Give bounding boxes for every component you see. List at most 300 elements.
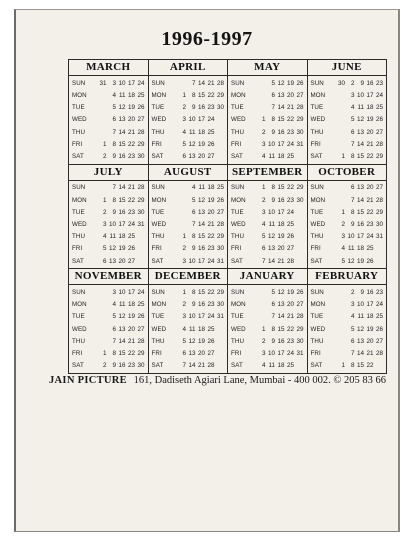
weekday-label: SUN — [72, 184, 86, 192]
date-cell: 24 — [137, 288, 145, 296]
weekday-label: MON — [310, 301, 326, 309]
date-cell: 27 — [375, 337, 383, 345]
date-cell: 23 — [375, 79, 383, 87]
date-cell: 28 — [137, 128, 145, 136]
weekday-row — [308, 299, 387, 311]
date-cell: 6 — [271, 301, 275, 309]
month-august — [149, 165, 229, 270]
date-cell: 22 — [127, 140, 135, 148]
weekday-label: SAT — [72, 257, 84, 265]
date-cell: 13 — [188, 350, 196, 358]
date-cell: 18 — [197, 128, 205, 136]
date-list — [252, 92, 307, 99]
weekday-label: FRI — [72, 140, 83, 148]
date-cell: 6 — [182, 153, 186, 161]
date-cell — [97, 289, 107, 296]
date-cell — [215, 338, 225, 345]
weekday-label: SAT — [231, 362, 243, 370]
month-name: OCTOBER — [308, 165, 387, 181]
date-cell: 14 — [356, 140, 364, 148]
date-cell — [177, 80, 187, 87]
date-cell: 28 — [375, 140, 383, 148]
date-list — [252, 362, 307, 369]
calendar-title: 1996-1997 — [161, 28, 253, 50]
date-list — [93, 258, 148, 265]
date-cell: 7 — [112, 337, 116, 345]
month-march — [69, 60, 149, 165]
weekday-label: THU — [310, 128, 324, 136]
weekday-label: TUE — [72, 208, 85, 216]
date-cell: 29 — [216, 91, 224, 99]
date-cell — [294, 362, 304, 369]
date-cell: 8 — [271, 325, 275, 333]
date-cell: 18 — [356, 245, 364, 253]
date-cell: 24 — [375, 91, 383, 99]
date-cell: 11 — [357, 313, 364, 321]
month-february — [308, 269, 388, 374]
weekday-label: FRI — [151, 140, 162, 148]
date-cell: 13 — [118, 116, 126, 124]
date-cell: 21 — [366, 350, 374, 358]
date-cell: 12 — [108, 245, 116, 253]
date-cell: 19 — [286, 288, 294, 296]
date-cell: 19 — [366, 325, 374, 333]
month-january — [228, 269, 308, 374]
date-cell: 13 — [277, 301, 285, 309]
month-days — [308, 76, 387, 164]
date-cell — [177, 221, 187, 228]
weekday-label: FRI — [310, 350, 321, 358]
weekday-label: TUE — [310, 208, 324, 216]
date-list — [93, 184, 148, 191]
date-cell: 29 — [296, 184, 304, 192]
date-list — [93, 338, 148, 345]
date-list — [173, 209, 228, 216]
date-cell: 20 — [197, 350, 205, 358]
weekday-row — [69, 77, 148, 89]
date-cell — [97, 116, 107, 123]
date-cell — [256, 301, 266, 308]
weekday-label: MON — [72, 91, 87, 99]
date-cell — [374, 362, 384, 369]
date-list — [93, 116, 148, 123]
weekday-label: SAT — [151, 153, 164, 161]
date-cell: 1 — [261, 325, 266, 333]
date-cell — [177, 197, 187, 204]
date-cell: 10 — [267, 208, 275, 216]
date-cell: 15 — [277, 325, 285, 333]
weekday-label: SAT — [151, 362, 164, 370]
date-cell: 1 — [182, 233, 186, 241]
date-cell: 9 — [360, 288, 364, 296]
weekday-label: MON — [231, 301, 246, 309]
date-cell: 3 — [341, 233, 345, 241]
date-cell: 22 — [207, 233, 215, 241]
date-list — [332, 153, 387, 160]
date-cell — [336, 104, 346, 111]
date-cell: 24 — [286, 140, 294, 148]
month-name: AUGUST — [149, 165, 228, 181]
date-list — [93, 313, 148, 320]
date-list — [332, 184, 387, 191]
date-cell: 14 — [267, 257, 275, 265]
weekday-row — [149, 219, 228, 231]
weekday-label: TUE — [310, 104, 324, 112]
date-cell: 23 — [127, 153, 135, 161]
weekday-label: WED — [151, 325, 167, 333]
date-cell: 18 — [277, 362, 285, 370]
weekday-row — [69, 90, 148, 102]
date-cell: 9 — [191, 245, 196, 253]
weekday-label: SAT — [310, 257, 323, 265]
date-cell: 28 — [286, 257, 294, 265]
date-cell: 9 — [112, 208, 116, 216]
date-cell: 4 — [350, 313, 355, 321]
date-cell: 1 — [102, 196, 107, 204]
date-cell: 6 — [191, 208, 196, 216]
date-cell — [177, 209, 187, 216]
weekday-row — [149, 323, 228, 335]
date-cell: 22 — [127, 350, 135, 358]
weekday-row — [308, 287, 387, 299]
date-cell — [336, 184, 346, 191]
date-cell — [97, 313, 107, 320]
date-list — [252, 326, 307, 333]
weekday-row — [228, 287, 307, 299]
weekday-label: TUE — [72, 104, 85, 112]
weekday-row — [308, 151, 387, 163]
month-days — [149, 285, 228, 373]
weekday-label: TUE — [310, 313, 324, 321]
date-cell: 15 — [356, 153, 364, 161]
date-list — [93, 104, 148, 111]
date-cell: 14 — [118, 184, 126, 192]
date-cell — [336, 326, 346, 333]
date-cell: 28 — [375, 196, 383, 204]
weekday-row — [149, 336, 228, 348]
weekday-label: FRI — [231, 245, 242, 253]
date-cell — [97, 301, 107, 308]
weekday-row — [308, 114, 387, 126]
date-cell: 27 — [286, 245, 294, 253]
date-cell: 23 — [127, 208, 135, 216]
date-cell: 18 — [277, 153, 285, 161]
date-cell: 12 — [356, 116, 364, 124]
date-cell: 25 — [216, 184, 224, 192]
date-cell: 26 — [137, 104, 145, 112]
date-cell — [336, 141, 346, 148]
date-list — [93, 141, 148, 148]
date-cell: 16 — [197, 301, 205, 309]
weekday-label: THU — [310, 233, 324, 241]
date-cell: 1 — [261, 116, 266, 124]
weekday-label: MON — [151, 91, 167, 99]
date-cell: 23 — [286, 337, 294, 345]
date-cell: 23 — [207, 301, 215, 309]
date-cell: 6 — [261, 245, 266, 253]
date-cell: 30 — [337, 79, 345, 87]
date-cell: 24 — [366, 233, 374, 241]
date-cell: 3 — [182, 116, 186, 124]
date-cell: 21 — [207, 220, 215, 228]
date-cell: 30 — [137, 153, 145, 161]
date-cell: 17 — [127, 288, 135, 296]
date-cell: 8 — [112, 140, 116, 148]
date-list — [252, 350, 307, 357]
date-cell: 25 — [127, 233, 135, 241]
date-cell: 28 — [296, 104, 304, 112]
date-cell: 27 — [207, 153, 215, 161]
date-cell: 7 — [182, 362, 186, 370]
weekday-row — [308, 194, 387, 206]
date-cell: 11 — [188, 325, 196, 333]
month-days — [69, 76, 148, 164]
date-cell: 21 — [127, 184, 135, 192]
weekday-label: THU — [231, 233, 245, 241]
date-cell: 10 — [267, 350, 275, 358]
date-cell: 16 — [118, 362, 126, 370]
weekday-row — [228, 231, 307, 243]
date-cell: 15 — [197, 91, 205, 99]
publisher-name: JAIN PICTURE — [49, 375, 127, 386]
weekday-label: SUN — [72, 288, 86, 296]
date-cell: 7 — [261, 257, 266, 265]
date-cell: 19 — [207, 196, 215, 204]
date-cell: 4 — [112, 91, 116, 99]
date-cell: 5 — [350, 325, 355, 333]
date-cell — [97, 326, 107, 333]
weekday-row — [149, 194, 228, 206]
weekday-row — [149, 231, 228, 243]
weekday-row — [228, 206, 307, 218]
date-list — [173, 289, 228, 296]
date-cell: 1 — [341, 153, 345, 161]
date-cell: 15 — [277, 116, 285, 124]
date-cell: 17 — [366, 91, 374, 99]
date-list — [173, 221, 228, 228]
date-cell: 1 — [182, 91, 186, 99]
date-cell: 10 — [118, 79, 126, 87]
date-cell: 20 — [366, 184, 374, 192]
weekday-label: TUE — [151, 208, 165, 216]
date-cell: 25 — [137, 91, 145, 99]
date-cell: 2 — [350, 288, 355, 296]
date-cell: 17 — [118, 220, 126, 228]
date-cell: 16 — [277, 337, 285, 345]
weekday-label: MON — [72, 196, 87, 204]
date-list — [332, 362, 387, 369]
weekday-row — [69, 243, 148, 255]
date-cell: 13 — [356, 337, 364, 345]
date-cell: 22 — [127, 196, 135, 204]
date-cell: 6 — [112, 116, 116, 124]
date-cell: 21 — [366, 196, 374, 204]
weekday-label: SUN — [151, 79, 165, 87]
date-cell: 31 — [137, 220, 145, 228]
date-cell: 31 — [99, 79, 107, 87]
weekday-row — [69, 287, 148, 299]
date-cell: 29 — [296, 116, 304, 124]
date-cell: 8 — [271, 116, 275, 124]
date-cell — [256, 80, 266, 87]
month-grid — [68, 59, 387, 374]
date-cell — [336, 301, 346, 308]
date-cell: 2 — [341, 220, 345, 228]
weekday-row — [149, 299, 228, 311]
date-cell — [294, 233, 304, 240]
date-cell: 30 — [216, 301, 224, 309]
date-cell: 8 — [191, 91, 196, 99]
date-list — [93, 209, 148, 216]
date-cell: 5 — [112, 104, 116, 112]
date-list — [173, 258, 228, 265]
weekday-row — [149, 243, 228, 255]
date-cell: 16 — [366, 79, 374, 87]
date-cell: 21 — [207, 79, 215, 87]
date-cell — [374, 245, 384, 252]
date-cell: 5 — [350, 116, 355, 124]
weekday-label: SUN — [310, 79, 324, 87]
date-cell: 4 — [182, 128, 186, 136]
month-days — [228, 76, 307, 164]
date-cell: 4 — [191, 184, 196, 192]
date-list — [173, 245, 228, 252]
date-cell: 18 — [127, 91, 135, 99]
date-cell: 23 — [207, 245, 215, 253]
weekday-row — [308, 219, 387, 231]
weekday-row — [308, 323, 387, 335]
date-cell: 28 — [375, 350, 383, 358]
date-cell: 15 — [197, 233, 205, 241]
date-cell: 1 — [341, 362, 345, 370]
date-cell — [215, 116, 225, 123]
weekday-row — [228, 77, 307, 89]
date-cell: 24 — [207, 116, 215, 124]
date-list — [252, 116, 307, 123]
date-cell: 29 — [296, 325, 304, 333]
date-cell — [336, 197, 346, 204]
date-cell: 25 — [375, 104, 383, 112]
date-cell: 3 — [102, 220, 107, 228]
date-list — [173, 233, 228, 240]
weekday-row — [69, 114, 148, 126]
date-cell: 21 — [277, 257, 285, 265]
weekday-row — [69, 336, 148, 348]
date-cell: 17 — [277, 140, 285, 148]
date-cell: 31 — [216, 257, 224, 265]
date-cell: 10 — [356, 301, 364, 309]
date-cell: 30 — [296, 337, 304, 345]
weekday-row — [69, 126, 148, 138]
date-cell: 30 — [296, 128, 304, 136]
weekday-row — [228, 255, 307, 267]
date-cell: 9 — [360, 79, 364, 87]
date-cell: 12 — [277, 79, 285, 87]
date-cell: 13 — [356, 184, 364, 192]
date-cell: 7 — [350, 350, 355, 358]
date-cell — [215, 326, 225, 333]
weekday-row — [228, 126, 307, 138]
date-list — [173, 129, 228, 136]
weekday-label: THU — [231, 337, 245, 345]
date-cell: 20 — [366, 337, 374, 345]
date-cell: 9 — [191, 104, 196, 112]
weekday-row — [308, 348, 387, 360]
weekday-label: TUE — [72, 313, 85, 321]
date-cell: 1 — [261, 184, 266, 192]
month-days — [308, 285, 387, 373]
date-cell: 31 — [296, 350, 304, 358]
date-cell: 6 — [350, 184, 355, 192]
date-cell: 20 — [127, 325, 135, 333]
date-cell: 30 — [137, 208, 145, 216]
weekday-row — [228, 360, 307, 372]
date-cell: 14 — [188, 362, 196, 370]
date-cell: 4 — [102, 233, 107, 241]
date-cell: 23 — [375, 288, 383, 296]
weekday-row — [228, 139, 307, 151]
date-cell: 22 — [286, 184, 294, 192]
date-cell — [336, 116, 346, 123]
date-list — [173, 141, 228, 148]
weekday-row — [149, 255, 228, 267]
date-list — [332, 104, 387, 111]
date-cell: 5 — [182, 337, 186, 345]
date-cell: 19 — [197, 140, 205, 148]
weekday-row — [149, 348, 228, 360]
date-cell: 1 — [102, 140, 107, 148]
date-cell: 10 — [118, 288, 126, 296]
date-list — [173, 301, 228, 308]
date-cell — [336, 313, 346, 320]
date-list — [173, 116, 228, 123]
date-cell: 6 — [112, 325, 116, 333]
date-cell: 20 — [118, 257, 126, 265]
weekday-label: SAT — [310, 153, 323, 161]
date-cell: 6 — [350, 337, 355, 345]
weekday-row — [228, 219, 307, 231]
date-list — [93, 245, 148, 252]
date-cell: 27 — [375, 184, 383, 192]
date-cell: 13 — [197, 208, 205, 216]
date-list — [252, 221, 307, 228]
date-cell: 8 — [350, 153, 355, 161]
date-cell: 16 — [118, 153, 126, 161]
date-cell: 18 — [277, 220, 285, 228]
weekday-row — [149, 139, 228, 151]
date-cell: 21 — [366, 140, 374, 148]
date-cell — [135, 233, 145, 240]
date-cell: 12 — [188, 140, 196, 148]
weekday-row — [69, 323, 148, 335]
date-cell: 30 — [296, 196, 304, 204]
date-cell: 8 — [191, 288, 196, 296]
date-list — [173, 362, 228, 369]
date-cell: 14 — [277, 104, 285, 112]
weekday-row — [149, 102, 228, 114]
date-cell — [256, 104, 266, 111]
weekday-label: MON — [231, 91, 246, 99]
weekday-label: WED — [310, 325, 326, 333]
month-april — [149, 60, 229, 165]
weekday-label: MON — [310, 196, 326, 204]
date-cell: 26 — [375, 116, 383, 124]
weekday-label: WED — [151, 116, 167, 124]
date-cell: 6 — [102, 257, 107, 265]
date-cell: 6 — [350, 128, 355, 136]
date-cell: 14 — [118, 337, 126, 345]
date-list — [252, 338, 307, 345]
